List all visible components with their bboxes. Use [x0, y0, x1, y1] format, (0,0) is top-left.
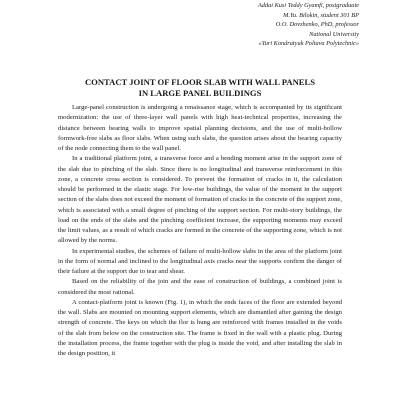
affiliation-line-2: «Yuri Kondratyuk Poltava Polytechnic»	[258, 40, 359, 48]
affiliation-line-1: National University	[309, 30, 359, 38]
title-line-1: CONTACT JOINT OF FLOOR SLAB WITH WALL PANELS	[84, 77, 316, 87]
body-paragraph-2: In a traditional platform joint, a transverse force and a bending moment arise in the support zone of the slab due to pinching of the slab. Since there is no longitudinal and transverse reinforcement in this zone, a concrete cross section is considered. To prevent the formation of cracks in it, the calculation should be performed in the elastic stage. For low-rise buildings, the value of the moment in the support section of the slabs does not exceed the moment of formation of cracks in the concrete of the support zone, which is associated with a small degree of pinching of the support section. For multi-story buildings, the load on the ends of the slabs and the pinching coefficient increase, the supporting moments may exceed the limit values, as a result of which cracks are formed in the concrete of the supporting zone, which is not allowed by the norms.	[58, 155, 342, 245]
title-line-2: IN LARGE PANEL BUILDINGS	[138, 87, 262, 98]
author-line-3: O.O. Dovzhenko, PhD, professor	[275, 21, 359, 29]
body-paragraph-4: Based on the reliability of the join and the ease of construction of buildings, a combined joint is considered the most rational.	[58, 278, 342, 296]
author-line-1: Addai Kusi Teddy Gyamfi, postgraduate	[257, 2, 359, 9]
author-line-2: M.Yu. Bilokin, student 301 BP	[283, 11, 359, 19]
body-paragraph-5: A contact-platform joint is known (Fig. 1), in which the ends faces of the floor are extended beyond the wall. Slabs are mounted on mounting support elements, which are dismantled after gaining the design strength of concrete. The keys on which the flor is hung are reinforced with frames installed in the voids of the slab from below on the construction site. The frame is fixed in the wall with a plastic plug. During the installation process, the frame together with the plug is inside the void, and after installing the slab in the design position, it	[58, 298, 342, 357]
body-paragraph-3: In experimental studies, the schemes of failure of multi-hollow slabs in the area of the platform joint in the form of normal and inclined to the longitudinal axis cracks near the supports confirm the danger of their failure at the support due to tear and shear.	[58, 247, 342, 275]
author-block	[139, 1, 359, 49]
paper-body	[58, 103, 342, 359]
paper-title	[55, 77, 345, 98]
body-paragraph-1: Large-panel construction is undergoing a renaissance stage, which is accompanied by its significant modernization: the use of three-layer wall panels with high heat-technical properties, increasing the distance between bearing walls to improve spatial planning decisions, and the use of multi-hollow formwork-free slabs as floor slabs. When using such slabs, the question arises about the bearing capacity of the node connecting them to the wall panel.	[58, 104, 342, 152]
